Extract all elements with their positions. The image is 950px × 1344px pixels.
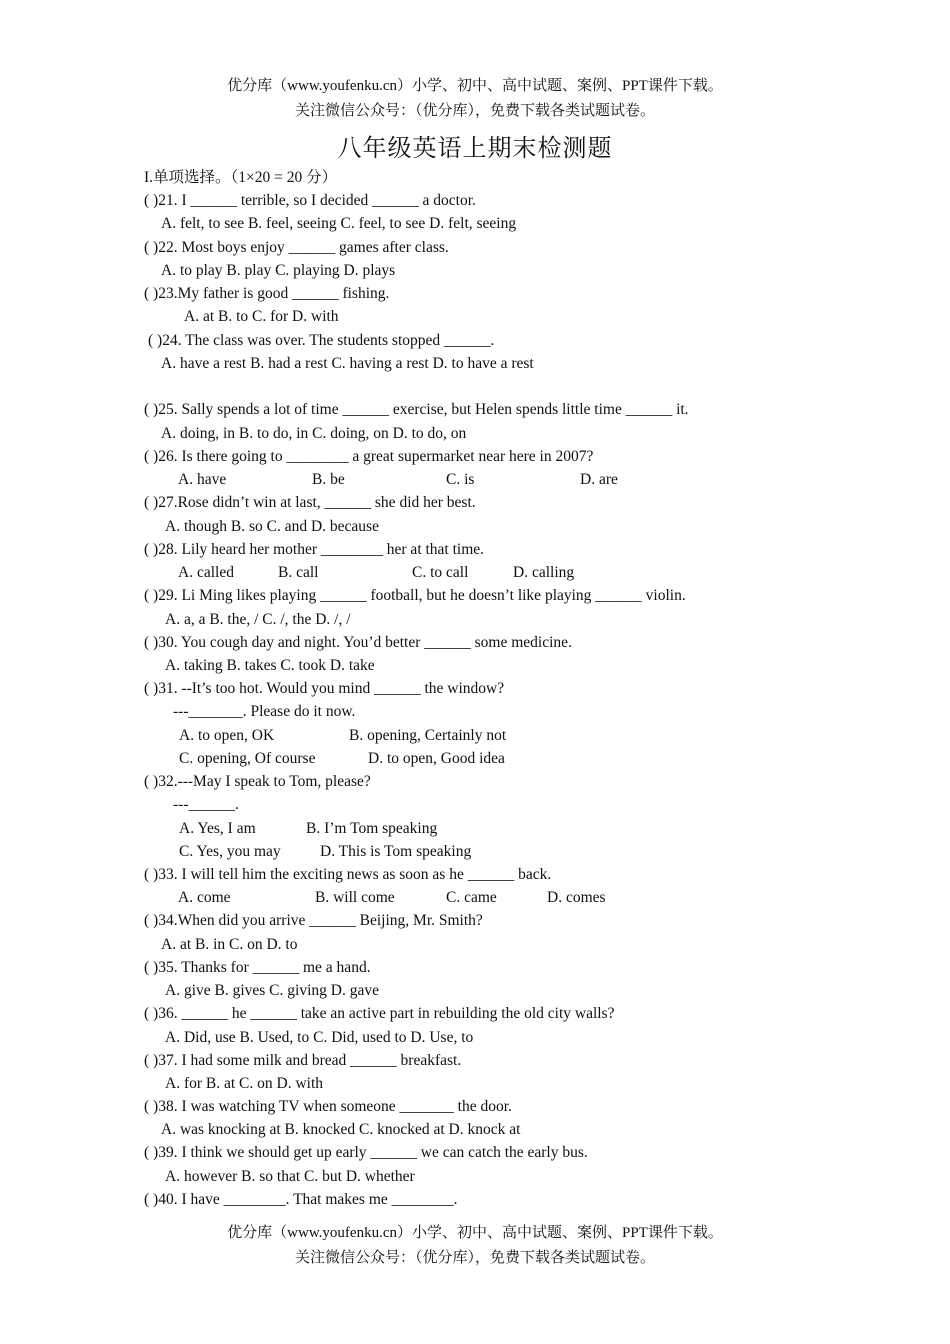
question-30: ( )30. You cough day and night. You’d better ______ some medicine. xyxy=(144,634,572,651)
options-23: A. at B. to C. for D. with xyxy=(184,308,339,325)
question-40: ( )40. I have ________. That makes me ________. xyxy=(144,1191,458,1208)
question-22: ( )22. Most boys enjoy ______ games after class. xyxy=(144,239,449,256)
question-33: ( )33. I will tell him the exciting news as soon as he ______ back. xyxy=(144,866,552,883)
option-26-b: B. be xyxy=(312,471,345,488)
section-heading: I.单项选择。（1×20 = 20 分） xyxy=(144,169,338,186)
option-31-b: B. opening, Certainly not xyxy=(349,727,507,744)
page-title: 八年级英语上期末检测题 xyxy=(337,136,613,162)
question-36: ( )36. ______ he ______ take an active part in rebuilding the old city walls? xyxy=(144,1005,615,1022)
option-28-d: D. calling xyxy=(513,564,575,581)
options-37: A. for B. at C. on D. with xyxy=(165,1075,324,1092)
question-26: ( )26. Is there going to ________ a great supermarket near here in 2007? xyxy=(144,448,594,465)
options-29: A. a, a B. the, / C. /, the D. /, / xyxy=(165,611,351,628)
options-21: A. felt, to see B. feel, seeing C. feel, to see D. felt, seeing xyxy=(161,215,517,232)
options-22: A. to play B. play C. playing D. plays xyxy=(161,262,396,279)
question-21: ( )21. I ______ terrible, so I decided ______ a doctor. xyxy=(144,192,476,209)
options-39: A. however B. so that C. but D. whether xyxy=(165,1168,415,1185)
options-25: A. doing, in B. to do, in C. doing, on D. to do, on xyxy=(161,425,467,442)
question-34: ( )34.When did you arrive ______ Beijing, Mr. Smith? xyxy=(144,912,483,929)
question-39: ( )39. I think we should get up early ______ we can catch the early bus. xyxy=(144,1144,588,1161)
footer-line-2: 关注微信公众号：（优分库），免费下载各类试题试卷。 xyxy=(294,1250,655,1266)
option-26-d: D. are xyxy=(580,471,618,488)
option-33-a: A. come xyxy=(178,889,231,906)
question-24: ( )24. The class was over. The students stopped ______. xyxy=(148,332,495,349)
question-32: ( )32.---May I speak to Tom, please? xyxy=(144,773,371,790)
option-31-d: D. to open, Good idea xyxy=(368,750,505,767)
question-23: ( )23.My father is good ______ fishing. xyxy=(144,285,390,302)
option-33-b: B. will come xyxy=(315,889,395,906)
option-28-c: C. to call xyxy=(412,564,469,581)
options-36: A. Did, use B. Used, to C. Did, used to D. Use, to xyxy=(165,1029,474,1046)
options-30: A. taking B. takes C. took D. take xyxy=(165,657,375,674)
question-31: ( )31. --It’s too hot. Would you mind ______ the window? xyxy=(144,680,505,697)
question-35: ( )35. Thanks for ______ me a hand. xyxy=(144,959,371,976)
header-line-1: 优分库（www.youfenku.cn）小学、初中、高中试题、案例、PPT课件下载。 xyxy=(227,78,723,94)
footer-line-1: 优分库（www.youfenku.cn）小学、初中、高中试题、案例、PPT课件下载。 xyxy=(227,1225,723,1241)
option-33-c: C. came xyxy=(446,889,497,906)
options-35: A. give B. gives C. giving D. gave xyxy=(165,982,379,999)
option-32-d: D. This is Tom speaking xyxy=(320,843,472,860)
option-28-a: A. called xyxy=(178,564,234,581)
options-38: A. was knocking at B. knocked C. knocked at D. knock at xyxy=(161,1121,521,1138)
option-26-c: C. is xyxy=(446,471,475,488)
reply-32: ---______. xyxy=(173,796,239,813)
option-28-b: B. call xyxy=(278,564,319,581)
header-line-2: 关注微信公众号：（优分库），免费下载各类试题试卷。 xyxy=(294,103,655,119)
option-26-a: A. have xyxy=(178,471,227,488)
options-27: A. though B. so C. and D. because xyxy=(165,518,379,535)
question-27: ( )27.Rose didn’t win at last, ______ she did her best. xyxy=(144,494,476,511)
question-29: ( )29. Li Ming likes playing ______ football, but he doesn’t like playing ______ violin. xyxy=(144,587,686,604)
question-28: ( )28. Lily heard her mother ________ her at that time. xyxy=(144,541,485,558)
reply-31: ---_______. Please do it now. xyxy=(173,703,356,720)
option-32-b: B. I’m Tom speaking xyxy=(306,820,438,837)
option-33-d: D. comes xyxy=(547,889,606,906)
question-25: ( )25. Sally spends a lot of time ______ exercise, but Helen spends little time ______ it. xyxy=(144,401,689,418)
question-38: ( )38. I was watching TV when someone _______ the door. xyxy=(144,1098,512,1115)
option-31-c: C. opening, Of course xyxy=(179,750,316,767)
options-24: A. have a rest B. had a rest C. having a rest D. to have a rest xyxy=(161,355,534,372)
option-31-a: A. to open, OK xyxy=(179,727,275,744)
option-32-a: A. Yes, I am xyxy=(179,820,256,837)
options-34: A. at B. in C. on D. to xyxy=(161,936,298,953)
question-37: ( )37. I had some milk and bread ______ breakfast. xyxy=(144,1052,462,1069)
option-32-c: C. Yes, you may xyxy=(179,843,281,860)
